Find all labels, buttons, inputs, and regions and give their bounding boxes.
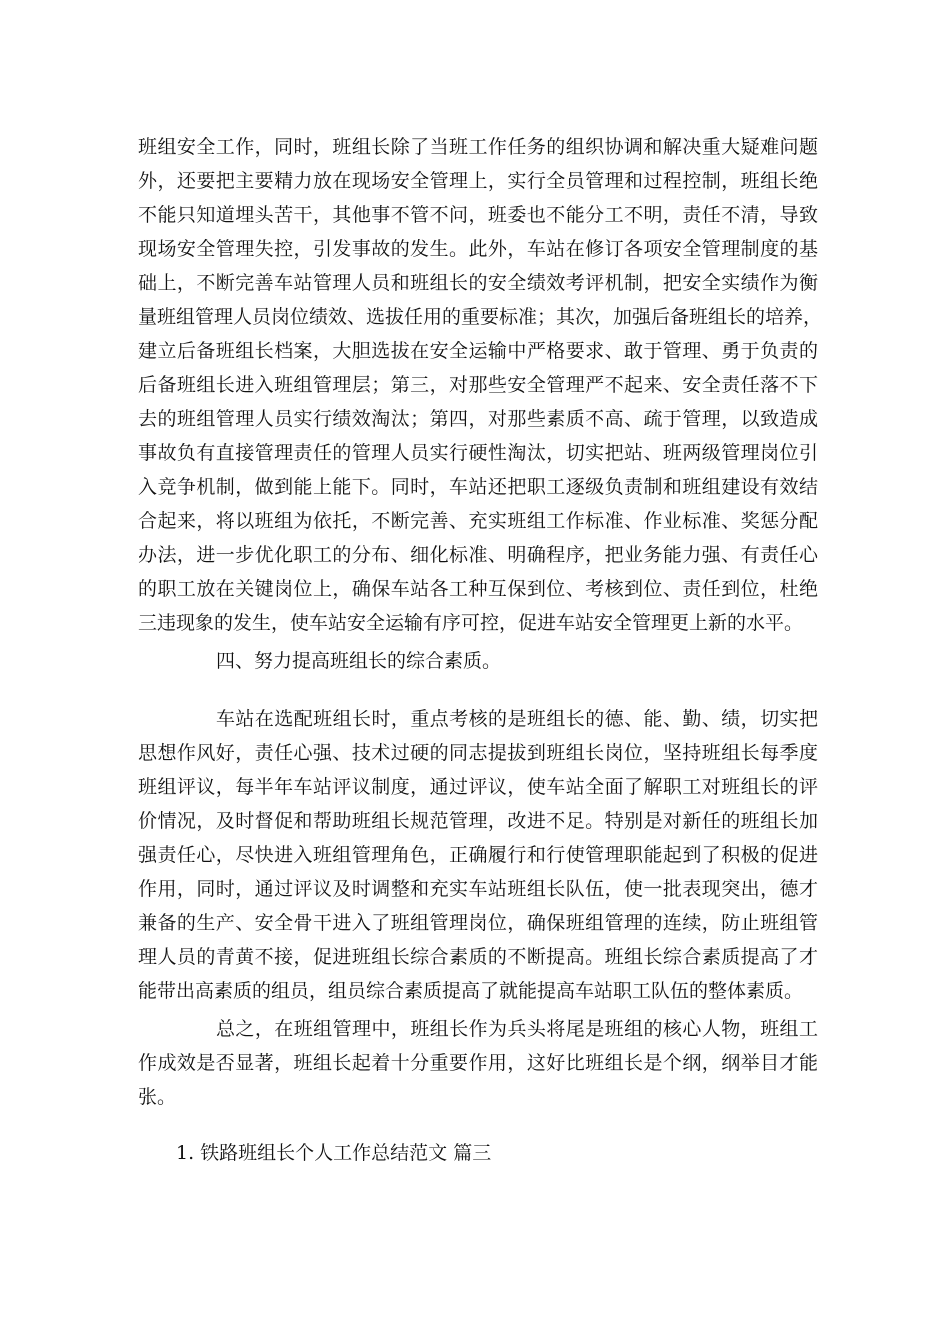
paragraph-line: 础上，不断完善车站管理人员和班组长的安全绩效考评机制，把安全实绩作为衡 <box>138 272 818 294</box>
paragraph-line: 班组评议，每半年车站评议制度，通过评议，使车站全面了解职工对班组长的评 <box>138 776 818 798</box>
paragraph-line: 去的班组管理人员实行绩效淘汰；第四，对那些素质不高、疏于管理，以致造成 <box>138 408 818 430</box>
paragraph-line: 总之，在班组管理中，班组长作为兵头将尾是班组的核心人物，班组工 <box>216 1018 818 1040</box>
paragraph-line: 作用，同时，通过评议及时调整和充实车站班组长队伍，使一批表现突出，德才 <box>138 878 818 900</box>
paragraph-3 <box>138 1012 818 1114</box>
paragraph-2 <box>138 702 818 1008</box>
paragraph-line: 思想作风好，责任心强、技术过硬的同志提拔到班组长岗位，坚持班组长每季度 <box>138 742 818 764</box>
paragraph-line: 能带出高素质的组员，组员综合素质提高了就能提高车站职工队伍的整体素质。 <box>138 980 804 1002</box>
paragraph-line: 后备班组长进入班组管理层；第三，对那些安全管理严不起来、安全责任落不下 <box>138 374 818 396</box>
paragraph-line: 外，还要把主要精力放在现场安全管理上，实行全员管理和过程控制，班组长绝 <box>138 170 818 192</box>
paragraph-line: 班组安全工作，同时，班组长除了当班工作任务的组织协调和解决重大疑难问题 <box>138 136 818 158</box>
next-section-heading: 1. 铁路班组长个人工作总结范文 篇三 <box>176 1142 492 1164</box>
section-heading: 四、努力提高班组长的综合素质。 <box>216 650 502 672</box>
paragraph-line: 理人员的青黄不接，促进班组长综合素质的不断提高。班组长综合素质提高了才 <box>138 946 818 968</box>
paragraph-line: 的职工放在关键岗位上，确保车站各工种互保到位、考核到位、责任到位，杜绝 <box>138 578 818 600</box>
paragraph-1 <box>138 130 823 640</box>
paragraph-line: 入竞争机制，做到能上能下。同时，车站还把职工逐级负责制和班组建设有效结 <box>138 476 818 498</box>
paragraph-line: 三违现象的发生，使车站安全运输有序可控，促进车站安全管理更上新的水平。 <box>138 612 804 634</box>
paragraph-line: 价情况，及时督促和帮助班组长规范管理，改进不足。特别是对新任的班组长加 <box>138 810 818 832</box>
paragraph-line: 合起来，将以班组为依托，不断完善、充实班组工作标准、作业标准、奖惩分配 <box>138 510 818 532</box>
paragraph-line: 强责任心，尽快进入班组管理角色，正确履行和行使管理职能起到了积极的促进 <box>138 844 818 866</box>
paragraph-line: 张。 <box>138 1086 177 1108</box>
paragraph-line: 建立后备班组长档案，大胆选拔在安全运输中严格要求、敢于管理、勇于负责的 <box>138 340 818 362</box>
paragraph-line: 不能只知道埋头苦干，其他事不管不问，班委也不能分工不明，责任不清，导致 <box>138 204 818 226</box>
paragraph-line: 量班组管理人员岗位绩效、选拔任用的重要标准；其次，加强后备班组长的培养， <box>138 306 823 328</box>
paragraph-line: 车站在选配班组长时，重点考核的是班组长的德、能、勤、绩，切实把 <box>216 708 818 730</box>
paragraph-line: 办法，进一步优化职工的分布、细化标准、明确程序，把业务能力强、有责任心 <box>138 544 818 566</box>
paragraph-line: 兼备的生产、安全骨干进入了班组管理岗位，确保班组管理的连续，防止班组管 <box>138 912 818 934</box>
paragraph-line: 现场安全管理失控，引发事故的发生。此外，车站在修订各项安全管理制度的基 <box>138 238 818 260</box>
paragraph-line: 作成效是否显著，班组长起着十分重要作用，这好比班组长是个纲，纲举目才能 <box>138 1052 818 1074</box>
paragraph-line: 事故负有直接管理责任的管理人员实行硬性淘汰，切实把站、班两级管理岗位引 <box>138 442 818 464</box>
